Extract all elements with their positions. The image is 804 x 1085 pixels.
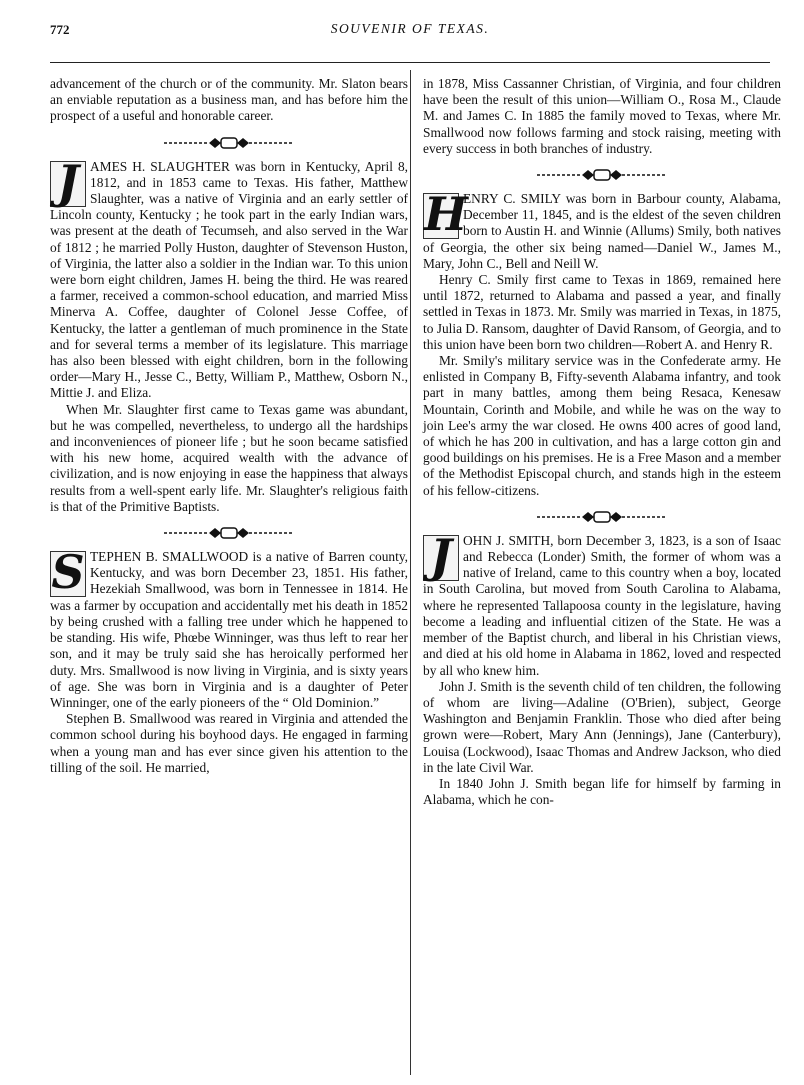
smallwood-lead-text: TEPHEN B. SMALLWOOD is a native of Barren county, Kentucky, and was born December 23, 1851. His father, Hezekiah Smallwood, was born in Tennessee in 1814. He was a farmer by occupation and accidentally met his death in 1852 by being crushed with a falling tree under which he happened to be standing. His wife, Phœbe Winninger, was thus left to rear her son, and it may be truly said she has heroically performed her duty. Mrs. Smallwood is now living in Virginia, and is sixty years of age. She was born in Virginia and is a daughter of Peter Winninger, one of the early pioneers of the “ Old Dominion.” [50, 549, 408, 710]
slaughter-paragraph: When Mr. Slaughter first came to Texas game was abundant, but he was compelled, nevertheless, to undergo all the hardships and inconveniences of pioneer life ; but he soon became satisfied with his new home, acquired wealth with the advance of civilization, and is now enjoying in ease the happiness that always results from a well-spent early life. Mr. Slaughter's religious faith is that of the Primitive Baptists. [50, 401, 408, 514]
smith-paragraph: John J. Smith is the seventh child of ten children, the following of whom are living—Adaline (O'Brien), subject, George Washington and Benjamin Franklin. Those who died after being grown were—Robert, Mary Ann (Jennings), Jane (Canterbury), Louisa (Lockwood), Isaac Thomas and Andrew Jackson, who died in the late Civil War. [423, 678, 781, 775]
intro-paragraph: advancement of the church or of the community. Mr. Slaton bears an enviable reputation as a business man, and has before him the prospect of a useful and honorable career. [50, 76, 408, 124]
drop-cap-initial: J [50, 161, 86, 207]
right-column [423, 76, 781, 808]
smily-lead-text: ENRY C. SMILY was born in Barbour county, Alabama, December 11, 1845, and is the eldest of the seven children born to Austin H. and Winnie (Allums) Smily, both natives of Georgia, the other six being named—Daniel W., James M., Mary, John C., Bell and Neill W. [423, 191, 781, 271]
page-number: 772 [50, 22, 70, 37]
smith-paragraph: In 1840 John J. Smith began life for himself by farming in Alabama, which he con- [423, 775, 781, 808]
slaughter-lead-text: AMES H. SLAUGHTER was born in Kentucky, April 8, 1812, and in 1853 came to Texas. His father, Matthew Slaughter, was a native of Virginia and an early settler of Lincoln county, Kentucky ; he took part in the early Indian wars, was present at the death of Tecumseh, and also served in the War of 1812 ; he married Polly Huston, daughter of Stevenson Huston, of Virginia, the latter also a soldier in the Indian war. To this union were born eight children, James H. being the third. He was reared a farmer, received a common-school education, and married Miss Minerva A. Coffee, daughter of Colonel Jesse Coffee, of Kentucky, the latter a gentleman of much prominence in the State and for several terms a member of its legislature. This marriage has also been blessed with eight children, born in the following order—Mary H., Jesse C., Betty, William P., Matthew, Osborn N., Mittie J. and Eliza. [50, 158, 408, 401]
drop-cap-initial: S [51, 545, 85, 600]
smallwood-paragraph: Stephen B. Smallwood was reared in Virginia and attended the common school during his boyhood days. He engaged in farming when a young man and has ever since given his attention to the tilling of the soil. He married, [50, 711, 408, 775]
slaughter-biography [50, 154, 408, 402]
page-header [50, 16, 770, 44]
smily-paragraph: Mr. Smily's military service was in the Confederate army. He enlisted in Company B, Fifty-seventh Alabama infantry, and took part in many battles, among them being Resaca, Kenesaw Mountain, Corinth and Mobile, and while he was on the way to join Lee's army the war closed. He owns 400 acres of good land, of which he has 200 in cultivation, and has a large cotton gin and good buildings on his premises. He is a Free Mason and a member of the Methodist Episcopal church, and stands high in the esteem of his fellow-citizens. [423, 353, 781, 498]
left-column [50, 76, 408, 776]
section-ornament [50, 517, 408, 547]
drop-cap-initial: H [424, 187, 468, 242]
section-ornament [423, 159, 781, 189]
drop-cap-initial: J [423, 535, 459, 581]
smith-biography [423, 528, 781, 679]
smily-biography [423, 187, 781, 272]
section-ornament [423, 501, 781, 531]
smily-paragraph: Henry C. Smily first came to Texas in 1869, remained here until 1872, returned to Alabama and passed a year, and finally settled in Texas in 1873. Mr. Smily was married in Texas, in 1875, to Julia D. Ransom, daughter of David Ransom, of Georgia, and to this union have been born two children—Robert A. and Henry R. [423, 272, 781, 352]
section-ornament [50, 127, 408, 157]
running-title: SOUVENIR OF TEXAS. [330, 21, 490, 36]
smallwood-continued-paragraph: in 1878, Miss Cassanner Christian, of Virginia, and four children have been the result of this union—William O., Rosa M., Claude M. and James C. In 1885 the family moved to Texas, where Mr. Smallwood now follows farming and stock raising, meeting with every success in both branches of industry. [423, 76, 781, 156]
column-divider [410, 70, 411, 1075]
smallwood-biography [50, 545, 408, 711]
header-rule [50, 62, 770, 63]
smith-lead-text: OHN J. SMITH, born December 3, 1823, is a son of Isaac and Rebecca (Londer) Smith, the former of whom was a native of Ireland, came to this country when a boy, located in South Carolina, but moved from South Carolina to Alabama, where he represented Tallapoosa county in the legislature, having become a leading and influential citizen of the State. He was a member of the Baptist church, and liberal in his Christian views, and died at his old home in Alabama in 1862, loved and respected by all who knew him. [423, 532, 781, 678]
